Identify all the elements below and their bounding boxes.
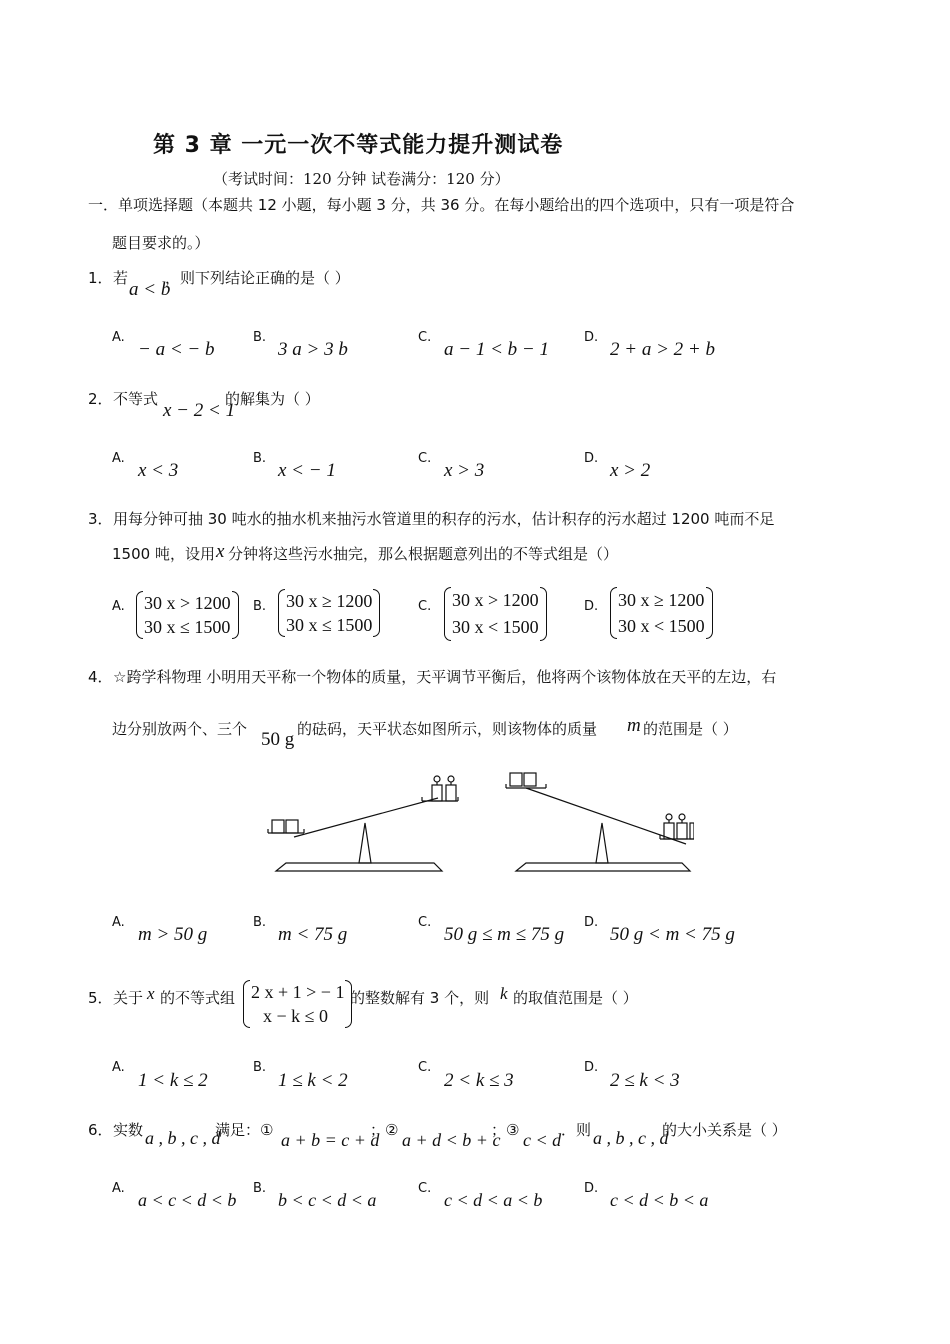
q4-option-d-label[interactable]: D. (584, 915, 599, 930)
q2-post: 的解集为（ ） (225, 390, 320, 408)
q6-vars2: a , b , c , d (593, 1128, 669, 1148)
q5-option-c-label[interactable]: C. (418, 1060, 432, 1075)
q3-option-b-label[interactable]: B. (253, 599, 267, 614)
q4-option-d[interactable]: 50 g < m < 75 g (610, 924, 735, 945)
q4-line1: ☆跨学科物理 小明用天平称一个物体的质量，天平调节平衡后，他将两个该物体放在天平的左边，右 (113, 668, 777, 686)
q3-line1: 用每分钟可抽 30 吨水的抽水机来抽污水管道里的积存的污水，估计积存的污水超过 1200 吨而不足 (113, 510, 775, 528)
q6-vars: a , b , c , d (145, 1128, 221, 1148)
page-title: 第 3 章 一元一次不等式能力提升测试卷 (153, 133, 564, 158)
q6-cond2: a + d < b + c (402, 1130, 501, 1150)
q1-option-b-label[interactable]: B. (253, 330, 267, 345)
q1-option-b[interactable]: 3 a > 3 b (278, 339, 348, 360)
q5-post2: 的取值范围是（ ） (513, 989, 638, 1007)
exam-info: （考试时间：120 分钟 试卷满分：120 分） (213, 170, 510, 188)
q1-option-c[interactable]: a − 1 < b − 1 (444, 339, 549, 360)
q5-row1: 2 x + 1 > − 1 (251, 982, 345, 1002)
q4-option-c[interactable]: 50 g ≤ m ≤ 75 g (444, 924, 565, 945)
q3-line2-post: 分钟将这些污水抽完，那么根据题意列出的不等式组是（） (228, 545, 619, 563)
q5-pre: 关于 (113, 989, 144, 1007)
q2-option-a[interactable]: x < 3 (138, 460, 179, 481)
q6-mid3: ；③ (491, 1121, 520, 1139)
q3-option-d-label[interactable]: D. (584, 599, 599, 614)
q2-option-d[interactable]: x > 2 (610, 460, 651, 481)
q5-var-x: x (147, 984, 155, 1003)
q4-option-a[interactable]: m > 50 g (138, 924, 208, 945)
q2-expr: x − 2 < 1 (163, 400, 236, 421)
q5-mid: 的不等式组 (160, 989, 236, 1007)
left-scale-pillar (359, 823, 371, 863)
q6-option-c-label[interactable]: C. (418, 1181, 432, 1196)
q2-option-a-label[interactable]: A. (112, 451, 125, 466)
q1-post: ，则下列结论正确的是（ ） (165, 269, 350, 287)
q5-option-a[interactable]: 1 < k ≤ 2 (138, 1070, 208, 1091)
q4-var-m: m (627, 715, 641, 736)
q1-pre: 若 (113, 269, 129, 287)
q6-option-c[interactable]: c < d < a < b (444, 1190, 543, 1210)
q3-a-row1: 30 x > 1200 (144, 593, 231, 613)
q6-option-d[interactable]: c < d < b < a (610, 1190, 709, 1210)
q5-option-b-label[interactable]: B. (253, 1060, 267, 1075)
q1-option-a-label[interactable]: A. (112, 330, 125, 345)
q5-option-d-label[interactable]: D. (584, 1060, 599, 1075)
right-object-1 (510, 773, 522, 786)
q3-number: 3． (88, 510, 113, 528)
q6-option-a[interactable]: a < c < d < b (138, 1190, 237, 1210)
q3-option-c-label[interactable]: C. (418, 599, 432, 614)
q5-option-b[interactable]: 1 ≤ k < 2 (278, 1070, 348, 1091)
q3-option-d[interactable] (610, 587, 713, 639)
q2-number: 2． (88, 390, 113, 408)
q1-option-d-label[interactable]: D. (584, 330, 599, 345)
right-weight-1 (664, 814, 674, 839)
q1-option-c-label[interactable]: C. (418, 330, 432, 345)
q3-option-a-label[interactable]: A. (112, 599, 125, 614)
q6-cond3: c < d (523, 1130, 562, 1150)
q3-option-a[interactable] (136, 591, 239, 639)
q6-cond1: a + b = c + d (281, 1130, 380, 1150)
q5-row2: x − k ≤ 0 (263, 1006, 329, 1026)
q5-var-k: k (500, 984, 508, 1003)
q1-number: 1． (88, 269, 113, 287)
q3-c-row1: 30 x > 1200 (452, 590, 539, 610)
right-scale-pillar (596, 823, 608, 863)
q6-option-b[interactable]: b < c < d < a (278, 1190, 377, 1210)
q2-option-c[interactable]: x > 3 (444, 460, 485, 481)
q4-option-b-label[interactable]: B. (253, 915, 267, 930)
left-object-2 (286, 820, 298, 833)
q5-option-d[interactable]: 2 ≤ k < 3 (610, 1070, 680, 1091)
left-scale-base (276, 863, 442, 871)
q6-option-d-label[interactable]: D. (584, 1181, 599, 1196)
q3-option-c[interactable] (444, 587, 547, 641)
left-weight-1 (432, 776, 442, 801)
q4-option-a-label[interactable]: A. (112, 915, 125, 930)
q2-pre: 不等式 (113, 390, 159, 408)
q2-option-d-label[interactable]: D. (584, 451, 599, 466)
q4-option-b[interactable]: m < 75 g (278, 924, 348, 945)
q3-d-row1: 30 x ≥ 1200 (618, 590, 705, 610)
right-scale-beam (526, 788, 686, 844)
q3-option-b[interactable] (278, 589, 380, 637)
q2-option-b-label[interactable]: B. (253, 451, 267, 466)
left-weight-2 (446, 776, 456, 801)
q3-b-row2: 30 x ≤ 1500 (286, 615, 373, 635)
q1-option-a[interactable]: − a < − b (138, 339, 215, 360)
q5-option-a-label[interactable]: A. (112, 1060, 125, 1075)
q6-mid2: ；② (370, 1121, 399, 1139)
q6-option-b-label[interactable]: B. (253, 1181, 267, 1196)
q3-b-row1: 30 x ≥ 1200 (286, 591, 373, 611)
q3-a-row2: 30 x ≤ 1500 (144, 617, 231, 637)
q1-expr: a < b (129, 279, 171, 300)
q6-post: 的大小关系是（ ） (662, 1121, 787, 1139)
q5-option-c[interactable]: 2 < k ≤ 3 (444, 1070, 514, 1091)
q3-var-x: x (216, 541, 225, 562)
q3-d-row2: 30 x < 1500 (618, 616, 705, 636)
q5-system (243, 980, 352, 1028)
q5-number: 5． (88, 989, 113, 1007)
q6-option-a-label[interactable]: A. (112, 1181, 125, 1196)
q4-weight: 50 g (261, 729, 295, 750)
right-weight-3 (690, 823, 694, 839)
q4-line2-post: 的范围是（ ） (643, 720, 738, 738)
q5-post1: 的整数解有 3 个，则 (350, 989, 490, 1007)
balance-scales-figure (262, 765, 694, 877)
q4-option-c-label[interactable]: C. (418, 915, 432, 930)
q6-mid1: 满足：① (215, 1121, 274, 1139)
q2-option-c-label[interactable]: C. (418, 451, 432, 466)
left-object-1 (272, 820, 284, 833)
q4-number: 4． (88, 668, 113, 686)
q4-line2-mid: 的砝码，天平状态如图所示，则该物体的质量 (297, 720, 598, 738)
right-object-2 (524, 773, 536, 786)
q3-line2-pre: 1500 吨，设用 (112, 545, 215, 563)
section-heading: 一．单项选择题（本题共 12 小题，每小题 3 分，共 36 分。在每小题给出的四个选项中，只有一项是符合 (88, 196, 795, 214)
section-heading-cont: 题目要求的。） (112, 234, 210, 252)
q6-mid4: ．则 (561, 1121, 592, 1139)
right-scale-base (516, 863, 690, 871)
q6-pre: 实数 (113, 1121, 144, 1139)
q3-c-row2: 30 x < 1500 (452, 617, 539, 637)
q1-option-d[interactable]: 2 + a > 2 + b (610, 339, 715, 360)
q6-number: 6． (88, 1121, 113, 1139)
right-weight-2 (677, 814, 687, 839)
q4-line2-pre: 边分别放两个、三个 (112, 720, 248, 738)
q2-option-b[interactable]: x < − 1 (278, 460, 336, 481)
